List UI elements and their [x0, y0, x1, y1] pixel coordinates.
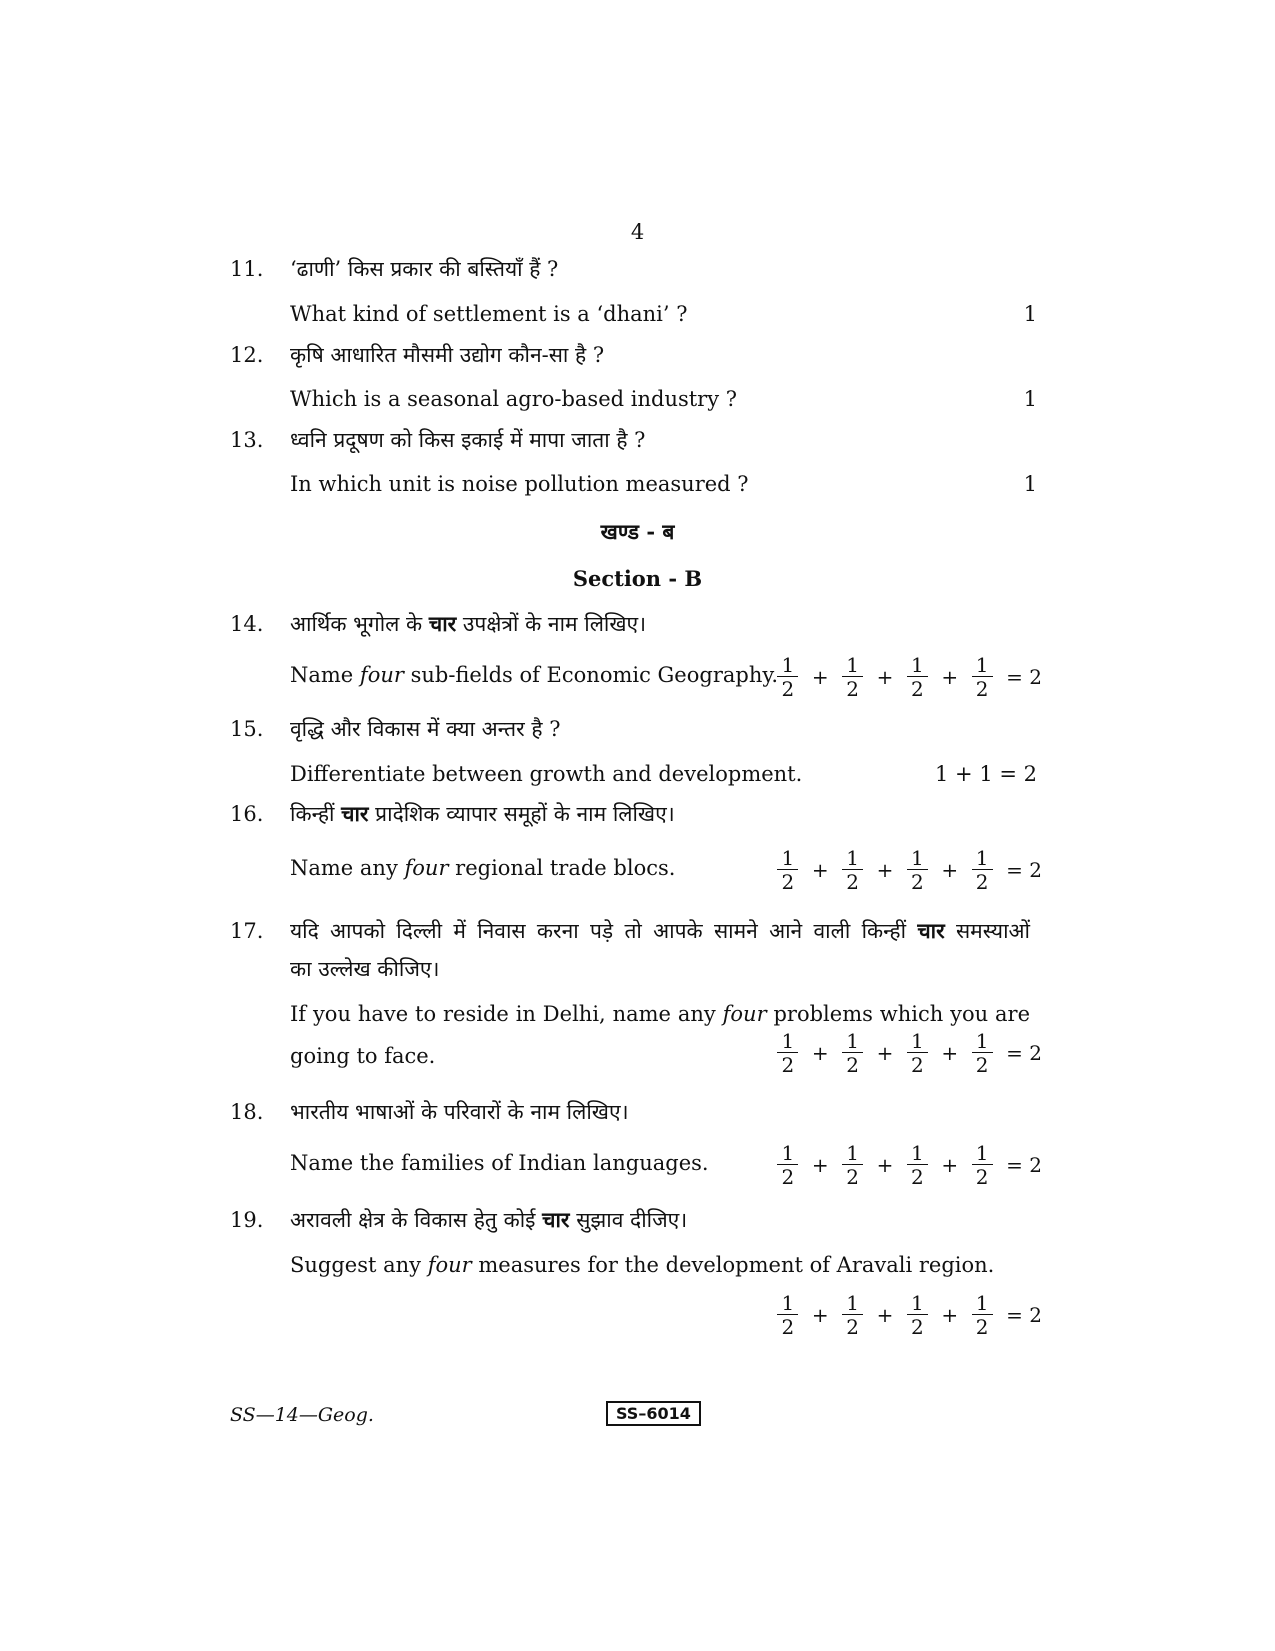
plus-sign: + — [876, 1153, 894, 1177]
plus-sign: + — [811, 1303, 829, 1327]
fraction-denominator: 2 — [911, 676, 924, 701]
fraction-numerator: 1 — [842, 1292, 863, 1315]
question-number-14: 14. — [230, 612, 264, 636]
fraction-numerator: 1 — [842, 1030, 863, 1053]
plus-sign: + — [811, 1153, 829, 1177]
fraction — [841, 654, 865, 701]
fraction-denominator: 2 — [846, 1164, 859, 1189]
marks-formula — [774, 1025, 1042, 1081]
fraction-numerator: 1 — [777, 654, 798, 677]
fraction — [970, 654, 994, 701]
fraction-denominator: 2 — [975, 869, 989, 894]
question-14-english: Name four sub-fields of Economic Geography. — [290, 663, 779, 687]
fraction — [970, 1292, 994, 1339]
question-12-hindi: कृषि आधारित मौसमी उद्योग कौन-सा है ? — [290, 343, 605, 367]
fraction-denominator: 2 — [846, 1314, 859, 1339]
question-17-hindi-line-1: यदि आपको दिल्ली में निवास करना पड़े तो आपके सामने आने वाली किन्हीं चार समस्याओं — [290, 918, 1030, 943]
fraction-numerator: 1 — [842, 1142, 863, 1165]
plus-sign: + — [876, 858, 894, 882]
fraction-denominator: 2 — [781, 869, 795, 894]
marks-total: = 2 — [1006, 858, 1042, 882]
fraction-numerator: 1 — [777, 1030, 798, 1053]
fraction — [905, 1142, 929, 1189]
emphasis-italic: four — [427, 1253, 472, 1277]
fraction-denominator: 2 — [846, 676, 859, 701]
plus-sign: + — [876, 665, 894, 689]
footer-paper-code: SS–6014 — [606, 1401, 701, 1426]
plus-sign: + — [811, 858, 829, 882]
fraction — [776, 654, 800, 701]
plus-sign: + — [941, 1153, 959, 1177]
fraction-denominator: 2 — [911, 869, 924, 894]
fraction-denominator: 2 — [846, 1052, 859, 1077]
fraction — [841, 1142, 865, 1189]
fraction-numerator: 1 — [777, 1292, 798, 1315]
fraction-numerator: 1 — [972, 654, 993, 677]
fraction — [905, 1030, 929, 1077]
fraction — [970, 1142, 994, 1189]
marks-formula — [774, 1287, 1042, 1343]
fraction-numerator: 1 — [907, 847, 928, 870]
question-19-english: Suggest any four measures for the development of Aravali region. — [290, 1253, 995, 1277]
fraction-denominator: 2 — [781, 1314, 795, 1339]
fraction-denominator: 2 — [846, 869, 859, 894]
fraction — [776, 1030, 800, 1077]
fraction — [776, 847, 800, 894]
question-17-english-line-2: going to face. — [290, 1044, 436, 1068]
question-13-marks: 1 — [1023, 472, 1037, 496]
plus-sign: + — [941, 665, 959, 689]
question-18-hindi: भारतीय भाषाओं के परिवारों के नाम लिखिए। — [290, 1100, 629, 1124]
fraction-numerator: 1 — [907, 1292, 928, 1315]
plus-sign: + — [941, 1041, 959, 1065]
fraction-denominator: 2 — [975, 1164, 989, 1189]
fraction-numerator: 1 — [777, 847, 798, 870]
fraction-denominator: 2 — [911, 1052, 924, 1077]
marks-total: = 2 — [1006, 1153, 1042, 1177]
marks-formula — [774, 649, 1042, 705]
fraction-denominator: 2 — [781, 676, 795, 701]
footer-subject-code: SS—14—Geog. — [230, 1404, 374, 1426]
question-number-16: 16. — [230, 802, 264, 826]
fraction-numerator: 1 — [842, 847, 863, 870]
fraction-numerator: 1 — [907, 1142, 928, 1165]
emphasis-bold: चार — [341, 801, 369, 826]
question-15-hindi: वृद्धि और विकास में क्या अन्तर है ? — [290, 717, 561, 741]
emphasis-bold: चार — [428, 611, 457, 636]
fraction-denominator: 2 — [781, 1052, 795, 1077]
fraction — [905, 847, 929, 894]
emphasis-italic: four — [722, 1002, 767, 1026]
fraction-denominator: 2 — [781, 1164, 795, 1189]
fraction — [905, 654, 929, 701]
question-15-marks: 1 + 1 = 2 — [935, 762, 1037, 786]
fraction — [841, 847, 865, 894]
question-13-hindi: ध्वनि प्रदूषण को किस इकाई में मापा जाता है ? — [290, 428, 646, 452]
emphasis-bold: चार — [542, 1207, 570, 1232]
fraction-denominator: 2 — [911, 1164, 924, 1189]
plus-sign: + — [811, 1041, 829, 1065]
question-17-english-line-1: If you have to reside in Delhi, name any four problems which you are — [290, 1002, 1031, 1026]
fraction — [970, 847, 994, 894]
fraction-numerator: 1 — [972, 1292, 993, 1315]
plus-sign: + — [811, 665, 829, 689]
question-13-english: In which unit is noise pollution measured ? — [290, 472, 749, 496]
question-12-marks: 1 — [1023, 387, 1037, 411]
fraction-denominator: 2 — [975, 1314, 989, 1339]
fraction-denominator: 2 — [975, 676, 989, 701]
fraction-numerator: 1 — [972, 847, 993, 870]
fraction-numerator: 1 — [777, 1142, 798, 1165]
question-number-19: 19. — [230, 1208, 264, 1232]
question-14-hindi: आर्थिक भूगोल के चार उपक्षेत्रों के नाम लिखिए। — [290, 611, 647, 636]
plus-sign: + — [941, 1303, 959, 1327]
question-number-15: 15. — [230, 717, 264, 741]
section-heading-hindi: खण्ड - ब — [600, 519, 675, 544]
question-19-hindi: अरावली क्षेत्र के विकास हेतु कोई चार सुझाव दीजिए। — [290, 1207, 688, 1232]
marks-total: = 2 — [1006, 665, 1042, 689]
emphasis-italic: four — [404, 856, 449, 880]
question-number-17: 17. — [230, 919, 264, 943]
question-18-english: Name the families of Indian languages. — [290, 1151, 709, 1175]
emphasis-bold: चार — [917, 918, 945, 943]
fraction-numerator: 1 — [842, 654, 863, 677]
fraction-numerator: 1 — [972, 1142, 993, 1165]
marks-total: = 2 — [1006, 1303, 1042, 1327]
question-number-11: 11. — [230, 257, 264, 281]
fraction — [776, 1142, 800, 1189]
fraction-denominator: 2 — [911, 1314, 924, 1339]
plus-sign: + — [876, 1041, 894, 1065]
fraction-numerator: 1 — [907, 654, 928, 677]
fraction — [776, 1292, 800, 1339]
fraction — [841, 1292, 865, 1339]
question-number-13: 13. — [230, 428, 264, 452]
question-number-18: 18. — [230, 1100, 264, 1124]
fraction-numerator: 1 — [907, 1030, 928, 1053]
fraction — [841, 1030, 865, 1077]
question-16-hindi: किन्हीं चार प्रादेशिक व्यापार समूहों के नाम लिखिए। — [290, 801, 675, 826]
question-11-marks: 1 — [1023, 302, 1037, 326]
question-12-english: Which is a seasonal agro-based industry ? — [290, 387, 738, 411]
question-16-english: Name any four regional trade blocs. — [290, 856, 676, 880]
emphasis-italic: four — [359, 663, 404, 687]
question-15-english: Differentiate between growth and development. — [290, 762, 803, 786]
plus-sign: + — [876, 1303, 894, 1327]
fraction — [905, 1292, 929, 1339]
plus-sign: + — [941, 858, 959, 882]
question-11-hindi: ‘ढाणी’ किस प्रकार की बस्तियाँ हैं ? — [290, 257, 559, 281]
fraction — [970, 1030, 994, 1077]
marks-formula — [774, 1137, 1042, 1193]
marks-formula — [774, 842, 1042, 898]
question-11-english: What kind of settlement is a ‘dhani’ ? — [290, 302, 688, 326]
question-number-12: 12. — [230, 343, 264, 367]
fraction-denominator: 2 — [975, 1052, 989, 1077]
fraction-numerator: 1 — [972, 1030, 993, 1053]
question-17-hindi-line-2: का उल्लेख कीजिए। — [290, 957, 440, 981]
page-number: 4 — [630, 220, 645, 244]
section-heading-english: Section - B — [572, 566, 703, 591]
marks-total: = 2 — [1006, 1041, 1042, 1065]
